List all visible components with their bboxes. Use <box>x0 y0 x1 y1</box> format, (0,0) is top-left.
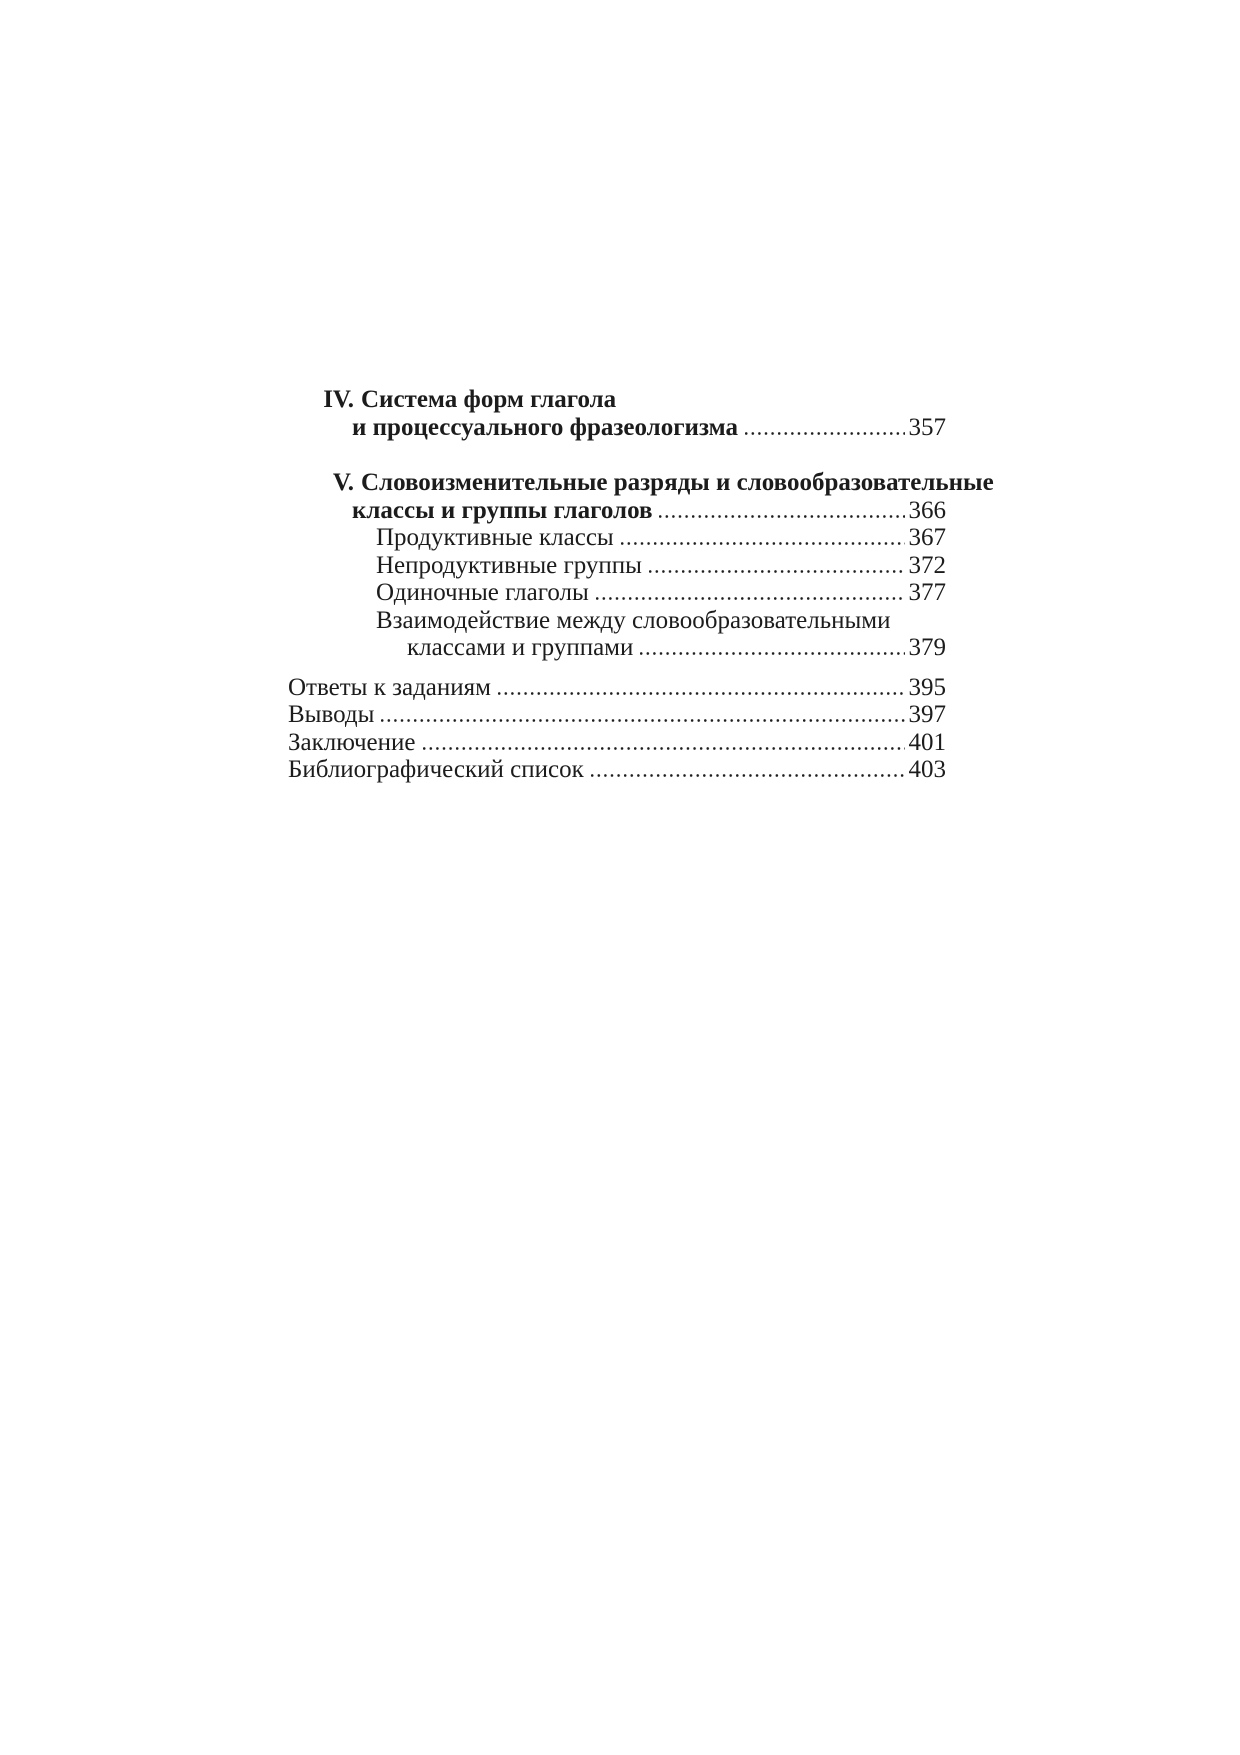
toc-entry-label: классами и группами <box>407 634 634 661</box>
toc-entry-label: Заключение <box>288 728 416 756</box>
toc-entry-page: 397 <box>908 701 946 728</box>
toc-entry-page: 401 <box>908 728 946 756</box>
toc-entry-label: Выводы <box>288 701 375 728</box>
toc-entry-label: Продуктивные классы <box>376 524 614 551</box>
toc-entry <box>0 701 946 729</box>
toc-entry-page: 367 <box>908 524 946 551</box>
toc-entry <box>0 414 946 442</box>
toc-entry-label: и процессуального фразеологизма <box>352 413 738 441</box>
toc-entry <box>0 497 946 525</box>
toc-entry-label: Непродуктивные группы <box>376 551 642 579</box>
toc-leader-dots <box>745 432 905 435</box>
toc-entry-label: Библиографический список <box>288 756 584 783</box>
toc-entry-page: 403 <box>908 756 946 783</box>
toc-entry-label: Ответы к заданиям <box>288 673 491 701</box>
toc-leader-dots <box>659 515 904 518</box>
toc-entry-page: 395 <box>908 673 946 701</box>
toc-entry <box>0 607 946 635</box>
toc-entry-label: Словоизменительные разряды и словообразовательные <box>361 469 994 496</box>
toc-entry <box>0 579 946 607</box>
toc-leader-dots <box>381 719 904 722</box>
toc-entry-label: Одиночные глаголы <box>376 579 589 606</box>
toc-entry <box>0 674 946 702</box>
toc-leader-dots <box>498 692 905 695</box>
toc-entry-page: 366 <box>908 496 946 524</box>
toc-entry-page: 379 <box>908 634 946 661</box>
toc-entry <box>0 634 946 662</box>
toc-entry <box>0 524 946 552</box>
toc-entry <box>0 729 946 757</box>
toc-entry-page: 372 <box>908 551 946 579</box>
toc-leader-dots <box>649 570 905 573</box>
toc-entry-numeral: V. <box>332 469 354 496</box>
toc-leader-dots <box>591 774 905 777</box>
toc-leader-dots <box>621 542 905 545</box>
toc-entry <box>0 552 946 580</box>
toc-leader-dots <box>640 652 904 655</box>
toc-entry <box>0 386 946 414</box>
toc-entry-numeral: IV. <box>323 386 354 413</box>
toc-entry-page: 377 <box>908 579 946 606</box>
toc-entry-label: классы и группы глаголов <box>352 496 653 524</box>
toc-entry <box>0 756 946 784</box>
toc-entry <box>0 469 994 497</box>
table-of-contents <box>0 386 994 784</box>
toc-entry-label: Система форм глагола <box>361 386 617 413</box>
toc-leader-dots <box>596 597 905 600</box>
toc-entry-label: Взаимодействие между словообразовательными <box>376 606 891 634</box>
toc-entry-page: 357 <box>908 413 946 441</box>
toc-leader-dots <box>423 747 905 750</box>
